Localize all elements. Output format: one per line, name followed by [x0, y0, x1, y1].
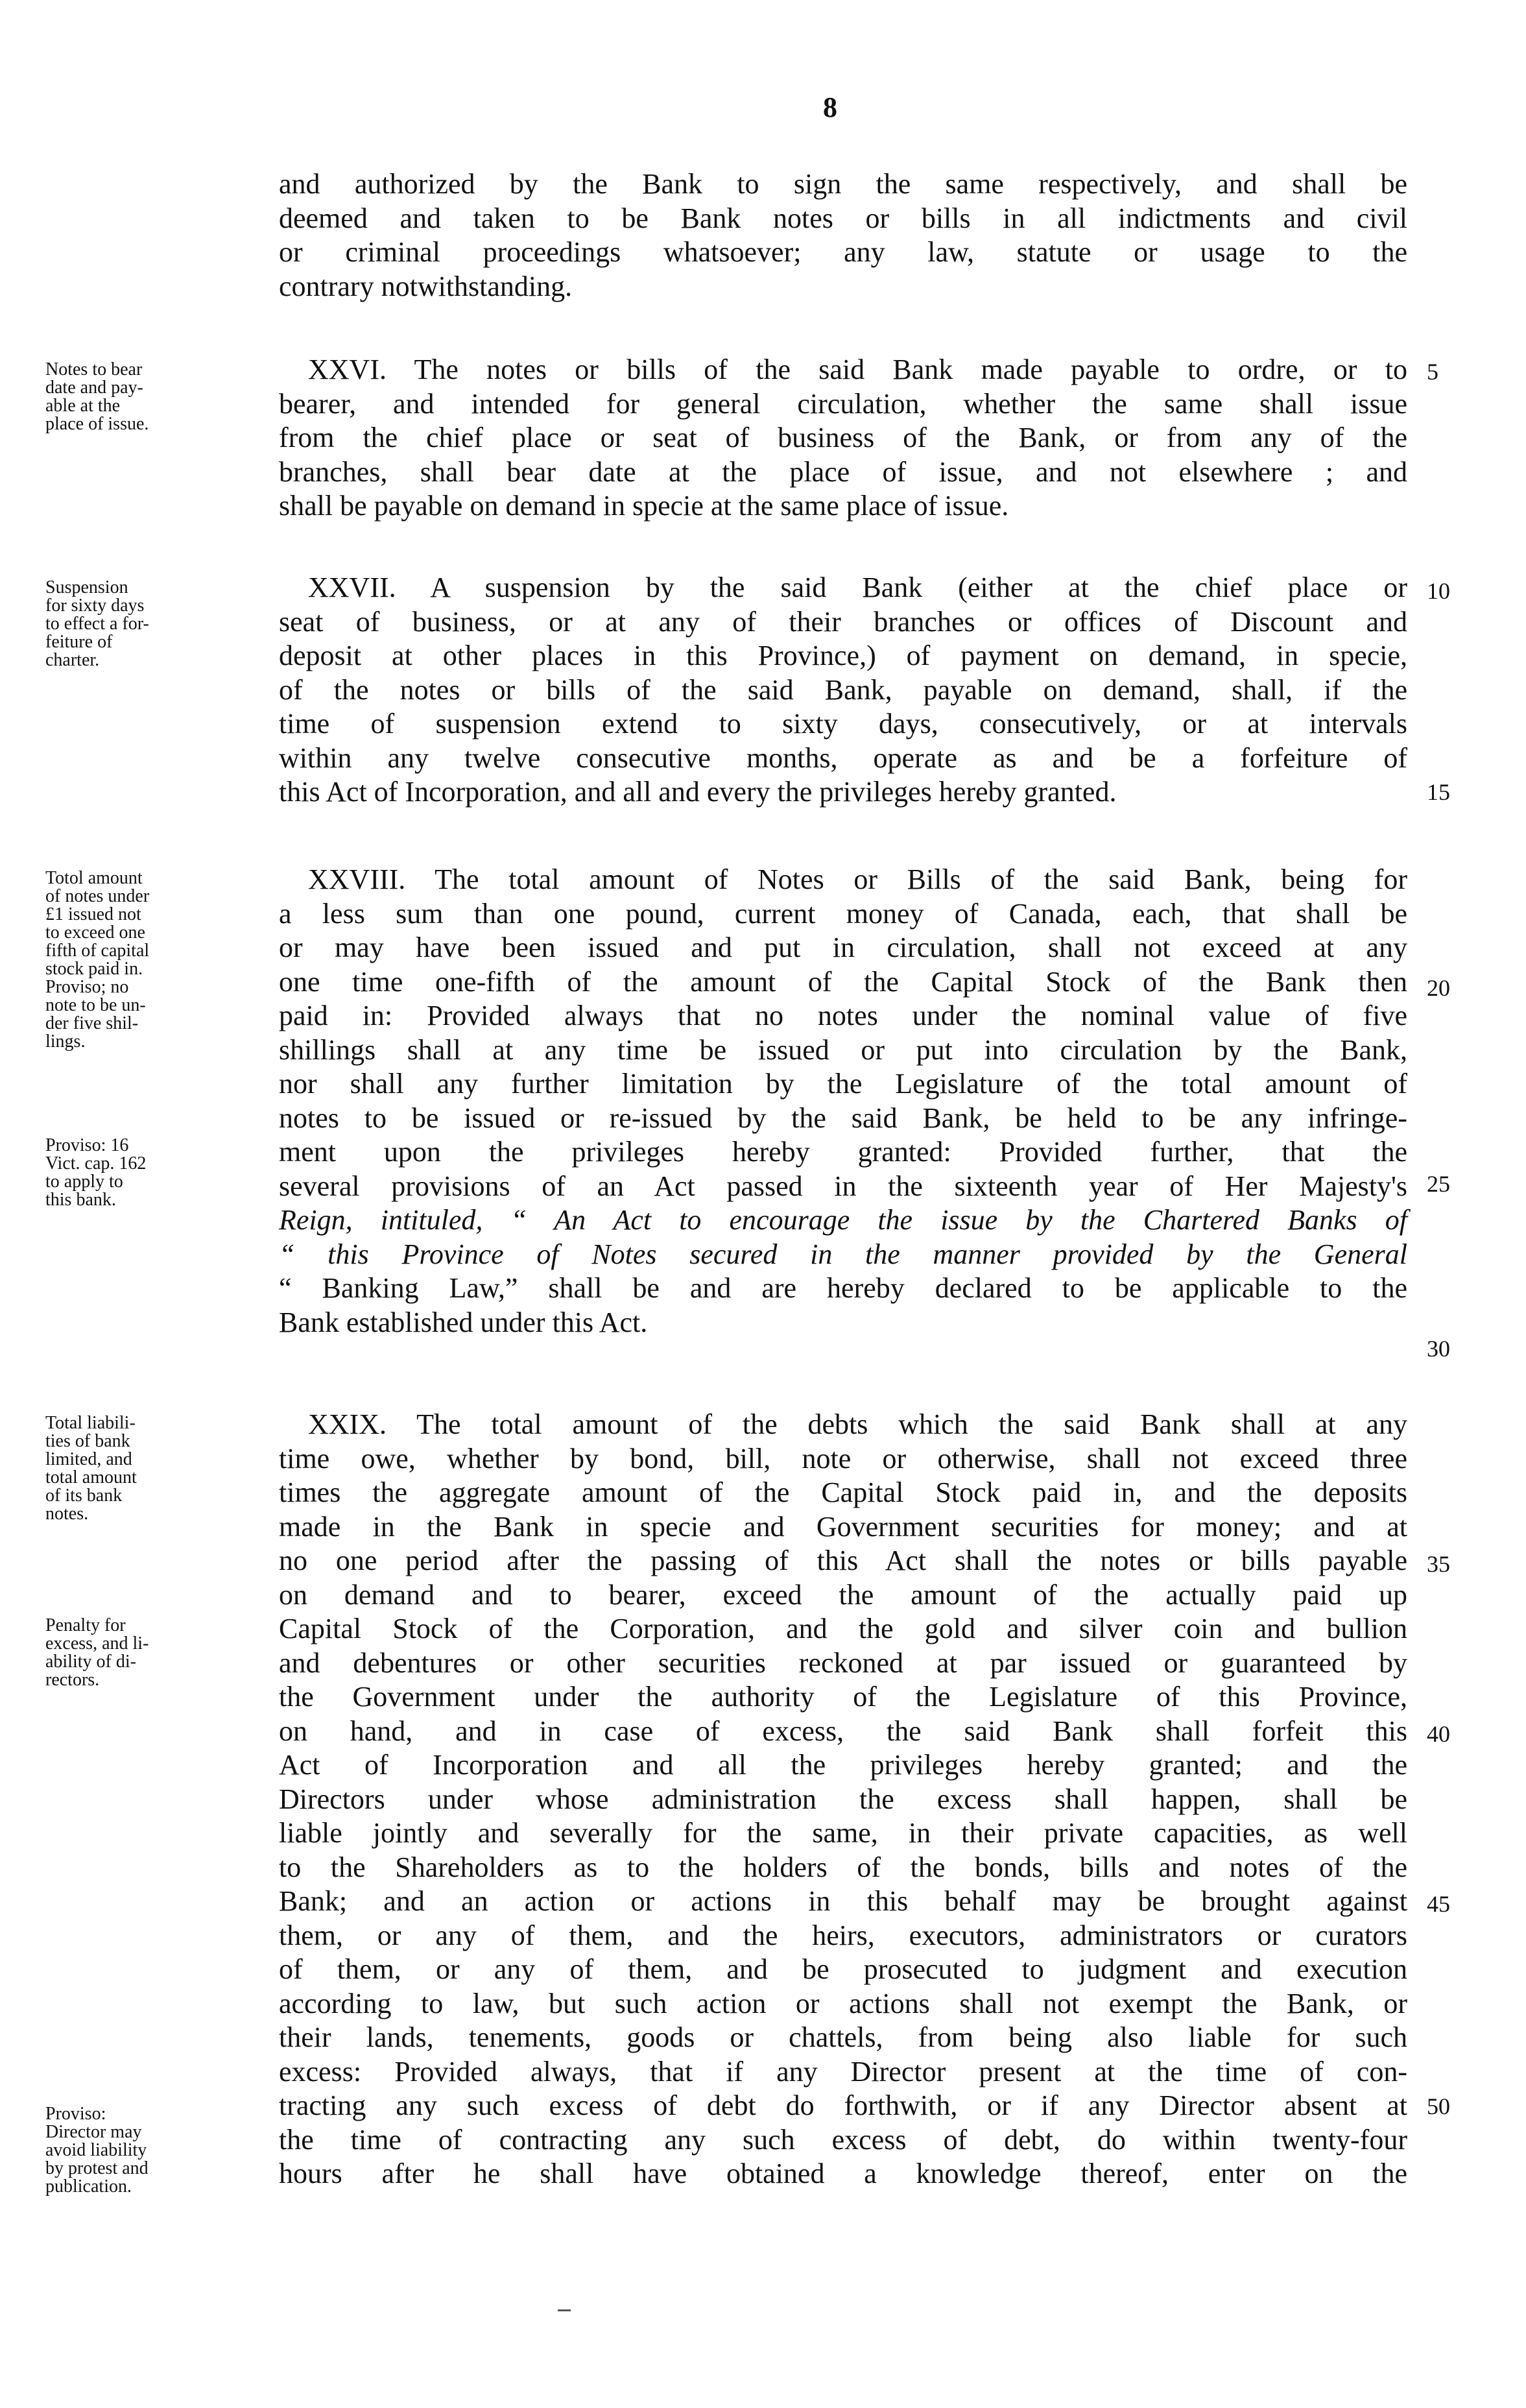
line-number: 40	[1427, 1721, 1450, 1747]
text-line: them, or any of them, and the heirs, executors, administrators or curators	[279, 1919, 1407, 1951]
text-line: Directors under whose administration the excess shall happen, shall be	[279, 1783, 1407, 1815]
margin-note-line: feiture of	[45, 632, 113, 652]
margin-note-line: fifth of capital	[45, 941, 150, 961]
margin-note-line: to apply to	[45, 1172, 123, 1192]
text-line: the time of contracting any such excess of debt, do within twenty-four	[279, 2123, 1407, 2156]
text-line: deposit at other places in this Province,) of payment on demand, in specie,	[279, 640, 1407, 671]
margin-note-line: notes.	[45, 1504, 89, 1524]
text-line: the Government under the authority of the Legislature of this Province,	[279, 1681, 1407, 1713]
text-line: this Act of Incorporation, and all and every the privileges hereby granted.	[279, 776, 1117, 808]
text-line: XXVI. The notes or bills of the said Bank made payable to ordre, or to	[308, 354, 1407, 385]
text-line: liable jointly and severally for the same, in their private capacities, as well	[279, 1817, 1407, 1849]
margin-note-line: able at the	[45, 396, 121, 416]
text-line: on demand and to bearer, exceed the amount of the actually paid up	[279, 1578, 1407, 1611]
text-line: bearer, and intended for general circulation, whether the same shall issue	[279, 387, 1407, 420]
margin-note	[45, 1617, 266, 1689]
text-line: deemed and taken to be Bank notes or bills in all indictments and civil	[279, 202, 1407, 234]
text-line: “ this Province of Notes secured in the manner provided by the General	[279, 1238, 1407, 1270]
margin-note-line: Penalty for	[45, 1615, 126, 1635]
text-line: and authorized by the Bank to sign the same respectively, and shall be	[279, 168, 1407, 200]
text-line: Bank established under this Act.	[279, 1306, 648, 1338]
text-line: times the aggregate amount of the Capital Stock paid in, and the deposits	[279, 1476, 1407, 1508]
text-line: Reign, intituled, “ An Act to encourage the issue by the Chartered Banks of	[279, 1204, 1407, 1236]
margin-note-line: place of issue.	[45, 414, 149, 434]
margin-note-line: publication.	[45, 2176, 132, 2197]
section-xxix	[279, 1408, 1407, 2191]
margin-note-line: rectors.	[45, 1670, 100, 1690]
text-line: according to law, but such action or actions shall not exempt the Bank, or	[279, 1987, 1407, 2019]
printer-mark	[558, 2309, 571, 2311]
text-line: contrary notwithstanding.	[279, 270, 573, 302]
text-line: one time one-fifth of the amount of the Capital Stock of the Bank then	[279, 965, 1407, 998]
section-xxvii	[279, 571, 1407, 810]
margin-note-line: Proviso:	[45, 2104, 106, 2124]
margin-note-line: Notes to bear	[45, 359, 143, 379]
margin-note-line: Total liabili-	[45, 1413, 136, 1433]
margin-note-line: ability of di-	[45, 1652, 136, 1672]
text-line: on hand, and in case of excess, the said Bank shall forfeit this	[279, 1715, 1407, 1747]
text-line: of the notes or bills of the said Bank, payable on demand, shall, if the	[279, 673, 1407, 706]
line-number: 15	[1427, 779, 1450, 805]
text-line: Bank; and an action or actions in this behalf may be brought against	[279, 1885, 1407, 1917]
margin-note-line: of its bank	[45, 1486, 123, 1506]
text-line: of them, or any of them, and be prosecuted to judgment and execution	[279, 1953, 1407, 1985]
text-line: ment upon the privileges hereby granted: Provided further, that the	[279, 1136, 1407, 1168]
section-xxvi	[279, 353, 1407, 524]
line-number: 50	[1427, 2093, 1450, 2119]
line-number: 35	[1427, 1551, 1450, 1577]
margin-note-line: limited, and	[45, 1449, 132, 1469]
margin-note-line: to exceed one	[45, 922, 145, 943]
margin-note-line: Director may	[45, 2122, 142, 2142]
margin-note-line: lings.	[45, 1031, 86, 1052]
paragraph-continuation	[279, 167, 1407, 304]
margin-note-line: der five shil-	[45, 1013, 139, 1033]
margin-note	[45, 2105, 266, 2196]
margin-note-line: by protest and	[45, 2158, 149, 2178]
margin-note	[45, 1414, 266, 1523]
margin-note-line: stock paid in.	[45, 959, 143, 979]
text-line: time of suspension extend to sixty days, consecutively, or at intervals	[279, 708, 1407, 740]
text-line: time owe, whether by bond, bill, note or otherwise, shall not exceed three	[279, 1442, 1407, 1475]
line-number: 25	[1427, 1171, 1450, 1197]
section-xxviii	[279, 863, 1407, 1340]
text-line: Capital Stock of the Corporation, and the gold and silver coin and bullion	[279, 1613, 1407, 1644]
margin-note	[45, 1137, 266, 1209]
margin-note-line: Proviso: 16	[45, 1135, 129, 1155]
text-line: XXVIII. The total amount of Notes or Bills of the said Bank, being for	[308, 863, 1407, 895]
text-line: notes to be issued or re-issued by the said Bank, be held to be any infringe-	[279, 1102, 1407, 1134]
text-line: made in the Bank in specie and Government securities for money; and at	[279, 1510, 1407, 1543]
text-line: or criminal proceedings whatsoever; any law, statute or usage to the	[279, 236, 1407, 268]
text-line: from the chief place or seat of business of the Bank, or from any of the	[279, 422, 1407, 453]
margin-note-line: charter.	[45, 650, 100, 670]
text-line: hours after he shall have obtained a knowledge thereof, enter on the	[279, 2158, 1407, 2189]
margin-note-line: avoid liability	[45, 2140, 147, 2160]
text-line: no one period after the passing of this Act shall the notes or bills payable	[279, 1545, 1407, 1576]
margin-note	[45, 869, 266, 1051]
text-line: their lands, tenements, goods or chattels, from being also liable for such	[279, 2021, 1407, 2053]
text-line: or may have been issued and put in circulation, shall not exceed at any	[279, 932, 1407, 963]
line-number: 30	[1427, 1336, 1450, 1362]
margin-note-line: £1 issued not	[45, 904, 141, 924]
margin-note-line: ties of bank	[45, 1431, 130, 1451]
text-line: shall be payable on demand in specie at the same place of issue.	[279, 490, 1009, 522]
margin-note-line: of notes under	[45, 886, 150, 906]
line-number: 45	[1427, 1891, 1450, 1917]
text-line: and debentures or other securities reckoned at par issued or guaranteed by	[279, 1646, 1407, 1679]
margin-note-line: note to be un-	[45, 995, 146, 1015]
margin-note-line: to effect a for-	[45, 614, 149, 634]
text-line: excess: Provided always, that if any Director present at the time of con-	[279, 2055, 1407, 2088]
text-line: branches, shall bear date at the place of issue, and not elsewhere ; and	[279, 455, 1407, 488]
line-number: 10	[1427, 578, 1450, 604]
margin-note	[45, 361, 266, 433]
margin-note-line: total amount	[45, 1467, 137, 1487]
text-line: paid in: Provided always that no notes under the nominal value of five	[279, 1000, 1407, 1031]
text-line: shillings shall at any time be issued or put into circulation by the Bank,	[279, 1033, 1407, 1066]
margin-note-line: excess, and li-	[45, 1633, 149, 1654]
margin-note-line: Proviso; no	[45, 977, 129, 997]
text-line: a less sum than one pound, current money of Canada, each, that shall be	[279, 897, 1407, 930]
text-line: “ Banking Law,” shall be and are hereby declared to be applicable to the	[279, 1272, 1407, 1304]
text-line: several provisions of an Act passed in the sixteenth year of Her Majesty's	[279, 1170, 1407, 1202]
text-line: seat of business, or at any of their branches or offices of Discount and	[279, 605, 1407, 638]
line-number: 5	[1427, 359, 1438, 385]
text-line: within any twelve consecutive months, operate as and be a forfeiture of	[279, 741, 1407, 774]
text-line: tracting any such excess of debt do forthwith, or if any Director absent at	[279, 2089, 1407, 2121]
margin-note-line: date and pay-	[45, 378, 143, 398]
margin-note-line: Vict. cap. 162	[45, 1153, 147, 1174]
text-line: to the Shareholders as to the holders of the bonds, bills and notes of the	[279, 1851, 1407, 1883]
margin-note-line: for sixty days	[45, 596, 145, 616]
text-line: XXIX. The total amount of the debts which the said Bank shall at any	[308, 1408, 1407, 1440]
line-number: 20	[1427, 975, 1450, 1001]
text-line: XXVII. A suspension by the said Bank (either at the chief place or	[308, 572, 1407, 603]
text-line: nor shall any further limitation by the Legislature of the total amount of	[279, 1068, 1407, 1100]
page-number: 8	[823, 91, 837, 123]
margin-note-line: Totol amount	[45, 868, 143, 888]
margin-note-line: this bank.	[45, 1190, 116, 1210]
text-line: Act of Incorporation and all the privileges hereby granted; and the	[279, 1749, 1407, 1781]
margin-note	[45, 579, 266, 669]
margin-note-line: Suspension	[45, 577, 128, 597]
